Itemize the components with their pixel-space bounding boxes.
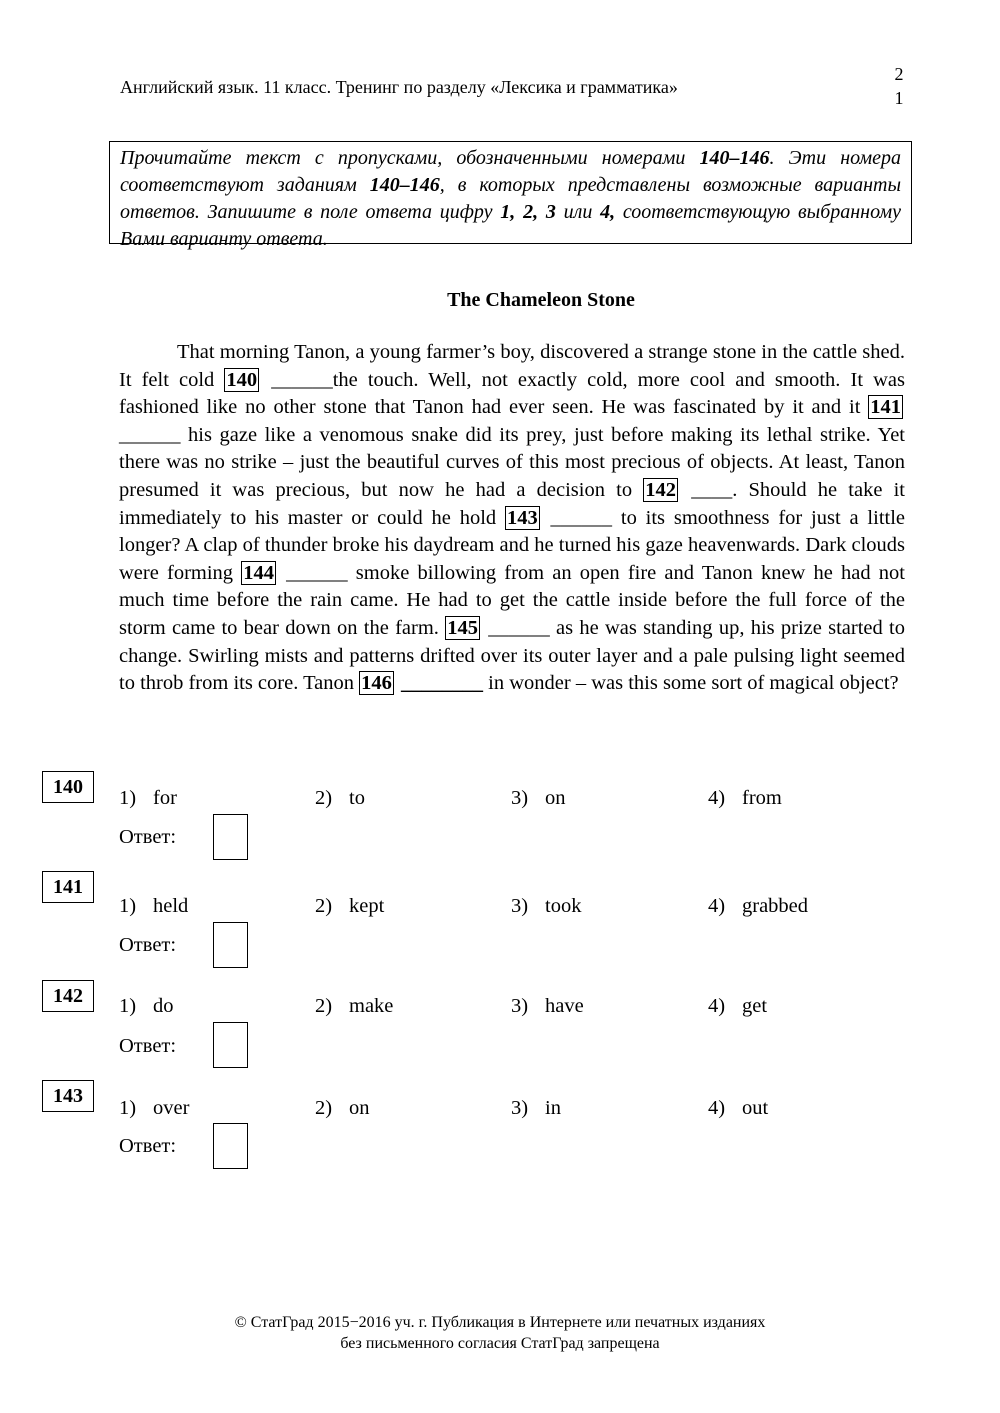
option-text: from	[742, 787, 782, 809]
instructions-text: , в которых представлены возможные варианты ответов. Запишите в поле ответа цифру	[120, 174, 902, 223]
option-text: have	[545, 995, 584, 1017]
passage-text: ______ as he was standing up, his prize started to change. Swirling mists and patterns drifted over its outer layer and a pale pulsing light seemed to throb from its core. Tanon	[119, 616, 905, 695]
gap-marker-142: 142	[645, 478, 677, 501]
option-1	[119, 893, 188, 919]
passage-text: in wonder – was this some sort of magical object?	[483, 672, 899, 695]
answer-label: Ответ:	[119, 1135, 177, 1157]
instructions-text: . Эти номера соответствуют заданиям	[120, 147, 901, 196]
reading-passage	[119, 339, 905, 698]
answer-box-140[interactable]	[213, 814, 248, 860]
task-number-143: 143	[42, 1080, 94, 1112]
option-4	[708, 785, 782, 811]
instructions-text: Прочитайте текст с пропусками, обозначенными номерами	[120, 147, 700, 169]
option-text: make	[349, 995, 394, 1017]
gap-marker-144: 144	[243, 561, 274, 584]
option-text: over	[153, 1097, 190, 1119]
option-index: 1)	[119, 1097, 137, 1119]
option-text: for	[153, 787, 177, 809]
option-text: grabbed	[742, 895, 809, 917]
option-text: on	[349, 1097, 370, 1119]
passage-text: That morning Tanon, a young farmer’s boy, discovered a strange stone in the cattle shed. It felt cold	[119, 341, 905, 391]
option-index: 4)	[708, 895, 726, 917]
option-index: 3)	[511, 895, 529, 917]
option-text: in	[545, 1097, 561, 1119]
task-number-142: 142	[42, 980, 94, 1012]
option-index: 1)	[119, 995, 137, 1017]
task-number-141: 141	[42, 871, 94, 903]
task-range: 140–146	[369, 174, 440, 196]
instructions-text: или	[555, 201, 601, 223]
page-number-top: 2	[894, 64, 904, 84]
option-index: 3)	[511, 787, 529, 809]
option-text: on	[545, 787, 566, 809]
option-index: 1)	[119, 895, 137, 917]
option-index: 1)	[119, 787, 137, 809]
option-index: 2)	[315, 895, 333, 917]
option-4	[708, 1095, 768, 1121]
passage-text: ______ his gaze like a venomous snake did its prey, just before making its lethal strike. Yet there was no strike – just the beautiful curves of this most precious of objects. At least, Tanon presumed it was precious, but now he had a decision to	[119, 423, 905, 501]
option-text: held	[153, 895, 189, 917]
passage-text: ______the touch. Well, not exactly cold, more cool and smooth. It was fashioned like no other stone that Tanon had ever seen. He was fascinated by it and it	[119, 368, 905, 419]
option-1	[119, 785, 177, 811]
answer-box-143[interactable]	[213, 1123, 248, 1169]
document-header: Английский язык. 11 класс. Тренинг по разделу «Лексика и грамматика»	[120, 77, 678, 97]
option-index: 4)	[708, 787, 726, 809]
task-number-140: 140	[42, 771, 94, 803]
gap-marker-145: 145	[447, 616, 478, 639]
option-1	[119, 993, 174, 1019]
passage-blank: ________	[395, 672, 484, 695]
option-2	[315, 993, 393, 1019]
answer-box-142[interactable]	[213, 1022, 248, 1068]
page-number	[886, 62, 912, 110]
answer-label: Ответ:	[119, 1035, 177, 1057]
option-2	[315, 893, 384, 919]
option-index: 2)	[315, 1097, 333, 1119]
option-2	[315, 785, 365, 811]
gap-marker-140: 140	[226, 368, 258, 391]
instructions-box	[109, 141, 912, 250]
option-text: took	[545, 895, 582, 917]
answer-label: Ответ:	[119, 826, 177, 848]
gap-marker-141: 141	[870, 396, 901, 419]
passage-text: ______ smoke billowing from an open fire and Tanon knew he had not much time before the rain came. He had to get the cattle inside before the full force of the storm came to bear down on the farm.	[119, 561, 905, 639]
option-2	[315, 1095, 370, 1121]
option-index: 2)	[315, 995, 333, 1017]
page-number-bottom: 1	[894, 88, 904, 108]
option-text: get	[742, 995, 768, 1017]
footer-line-1: © СтатГрад 2015−2016 уч. г. Публикация в Интернете или печатных изданиях	[234, 1314, 766, 1331]
option-1	[119, 1095, 189, 1121]
text-title: The Chameleon Stone	[447, 289, 635, 311]
option-index: 3)	[511, 995, 529, 1017]
answer-digits: 1, 2, 3	[500, 201, 556, 223]
option-index: 4)	[708, 1097, 726, 1119]
option-3	[511, 1095, 561, 1121]
option-4	[708, 993, 767, 1019]
option-4	[708, 893, 808, 919]
option-text: to	[349, 787, 365, 809]
option-index: 3)	[511, 1097, 529, 1119]
passage-text: ____. Should he take it immediately to his master or could he hold	[119, 478, 905, 529]
option-index: 2)	[315, 787, 333, 809]
copyright-footer	[0, 1312, 1000, 1354]
option-text: kept	[349, 895, 385, 917]
option-index: 4)	[708, 995, 726, 1017]
instructions-text: соответствующую выбранному Вами варианту ответа.	[120, 201, 901, 250]
option-text: out	[742, 1097, 769, 1119]
answer-digit: 4,	[600, 201, 616, 223]
option-3	[511, 785, 566, 811]
passage-text: ______ to its smoothness for just a little longer? A clap of thunder broke his daydream and he turned his gaze heavenwards. Dark clouds were forming	[119, 506, 905, 584]
option-3	[511, 893, 581, 919]
task-range: 140–146	[699, 147, 770, 169]
answer-box-141[interactable]	[213, 922, 248, 968]
option-text: do	[153, 995, 174, 1017]
answer-label: Ответ:	[119, 934, 177, 956]
option-3	[511, 993, 584, 1019]
gap-marker-146: 146	[361, 672, 392, 695]
gap-marker-143: 143	[506, 506, 538, 529]
footer-line-2: без письменного согласия СтатГрад запрещена	[340, 1335, 660, 1352]
